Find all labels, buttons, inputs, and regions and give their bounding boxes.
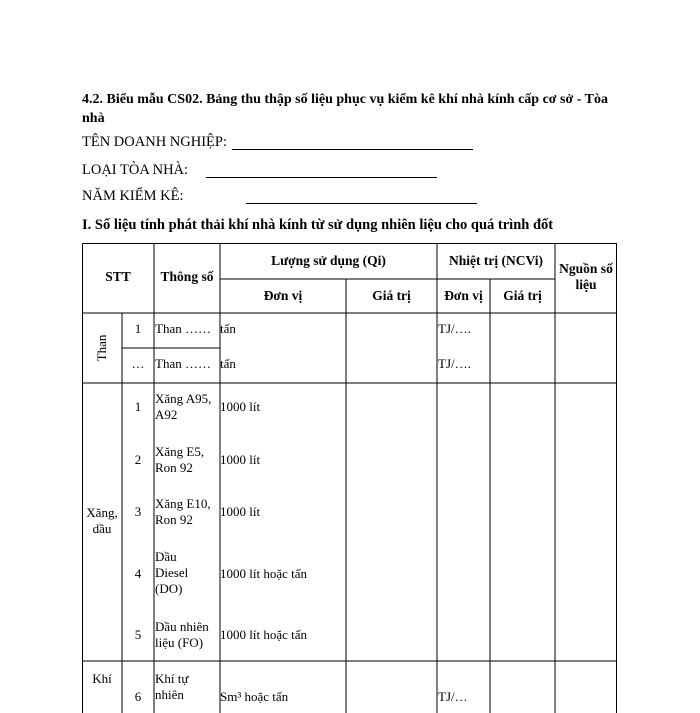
row-stt: 6 [134,689,142,704]
section-heading: I. Số liệu tính phát thải khí nhà kính từ sử dụng nhiên liệu cho quá trình đốt [82,217,554,233]
inventory-year-blank-line [246,203,477,204]
group-label-khi: Khí [92,671,112,686]
row-param: Xăng E10, Ron 92 [155,496,211,527]
row-ncv-unit: TJ/… [438,689,468,704]
header-thong-so: Thông số [160,269,214,284]
row-unit: 1000 lít [220,452,261,467]
row-ncv-unit: TJ/…. [438,321,471,336]
row-unit: tấn [220,321,236,336]
document-title: 4.2. Biểu mẫu CS02. Bảng thu thập số liệu phục vụ kiểm kê khí nhà kính cấp cơ sở - Tòa nhà [82,92,608,126]
row-stt: 2 [134,452,142,467]
row-stt: 3 [134,504,142,519]
row-unit: tấn [220,356,236,371]
header-nguon-so-lieu: Nguồn số liệu [559,261,613,292]
row-param: Xăng E5, Ron 92 [155,444,205,475]
row-param: Dầu Diesel (DO) [155,549,189,596]
row-unit: 1000 lít [220,504,261,519]
row-stt: 4 [134,566,142,581]
building-type-blank-line [206,177,437,178]
inventory-year-label: NĂM KIỂM KÊ: [82,188,184,204]
header-luong-su-dung: Lượng sử dụng (Qi) [271,253,386,268]
fuel-data-table [82,243,617,713]
row-stt: … [131,356,145,371]
header-ncv-don-vi: Đơn vị [444,288,483,303]
header-don-vi: Đơn vị [263,288,303,303]
row-stt: 1 [134,321,142,336]
row-param: Khí tự nhiên [155,671,189,702]
group-label-xang-dau: Xăng, dầu [86,505,118,536]
group-label-than: Than [94,334,109,362]
header-gia-tri: Giá trị [372,288,411,303]
row-unit: 1000 lít hoặc tấn [220,566,308,581]
building-type-label: LOẠI TÒA NHÀ: [82,162,189,178]
row-ncv-unit: TJ/…. [438,356,471,371]
row-param: Dầu nhiên liệu (FO) [155,619,209,650]
row-stt: 5 [134,627,142,642]
row-unit: 1000 lít [220,399,261,414]
row-unit: Sm³ hoặc tấn [220,689,289,704]
row-param: Than …… [155,321,211,336]
header-stt: STT [105,269,131,284]
row-param: Than …… [155,356,211,371]
header-ncv-gia-tri: Giá trị [503,288,542,303]
row-stt: 1 [134,399,142,414]
row-param: Xăng A95, A92 [155,391,212,422]
company-name-label: TÊN DOANH NGHIỆP: [82,134,227,150]
company-name-blank-line [232,149,473,150]
row-unit: 1000 lít hoặc tấn [220,627,308,642]
header-nhiet-tri: Nhiệt trị (NCVi) [449,253,543,268]
